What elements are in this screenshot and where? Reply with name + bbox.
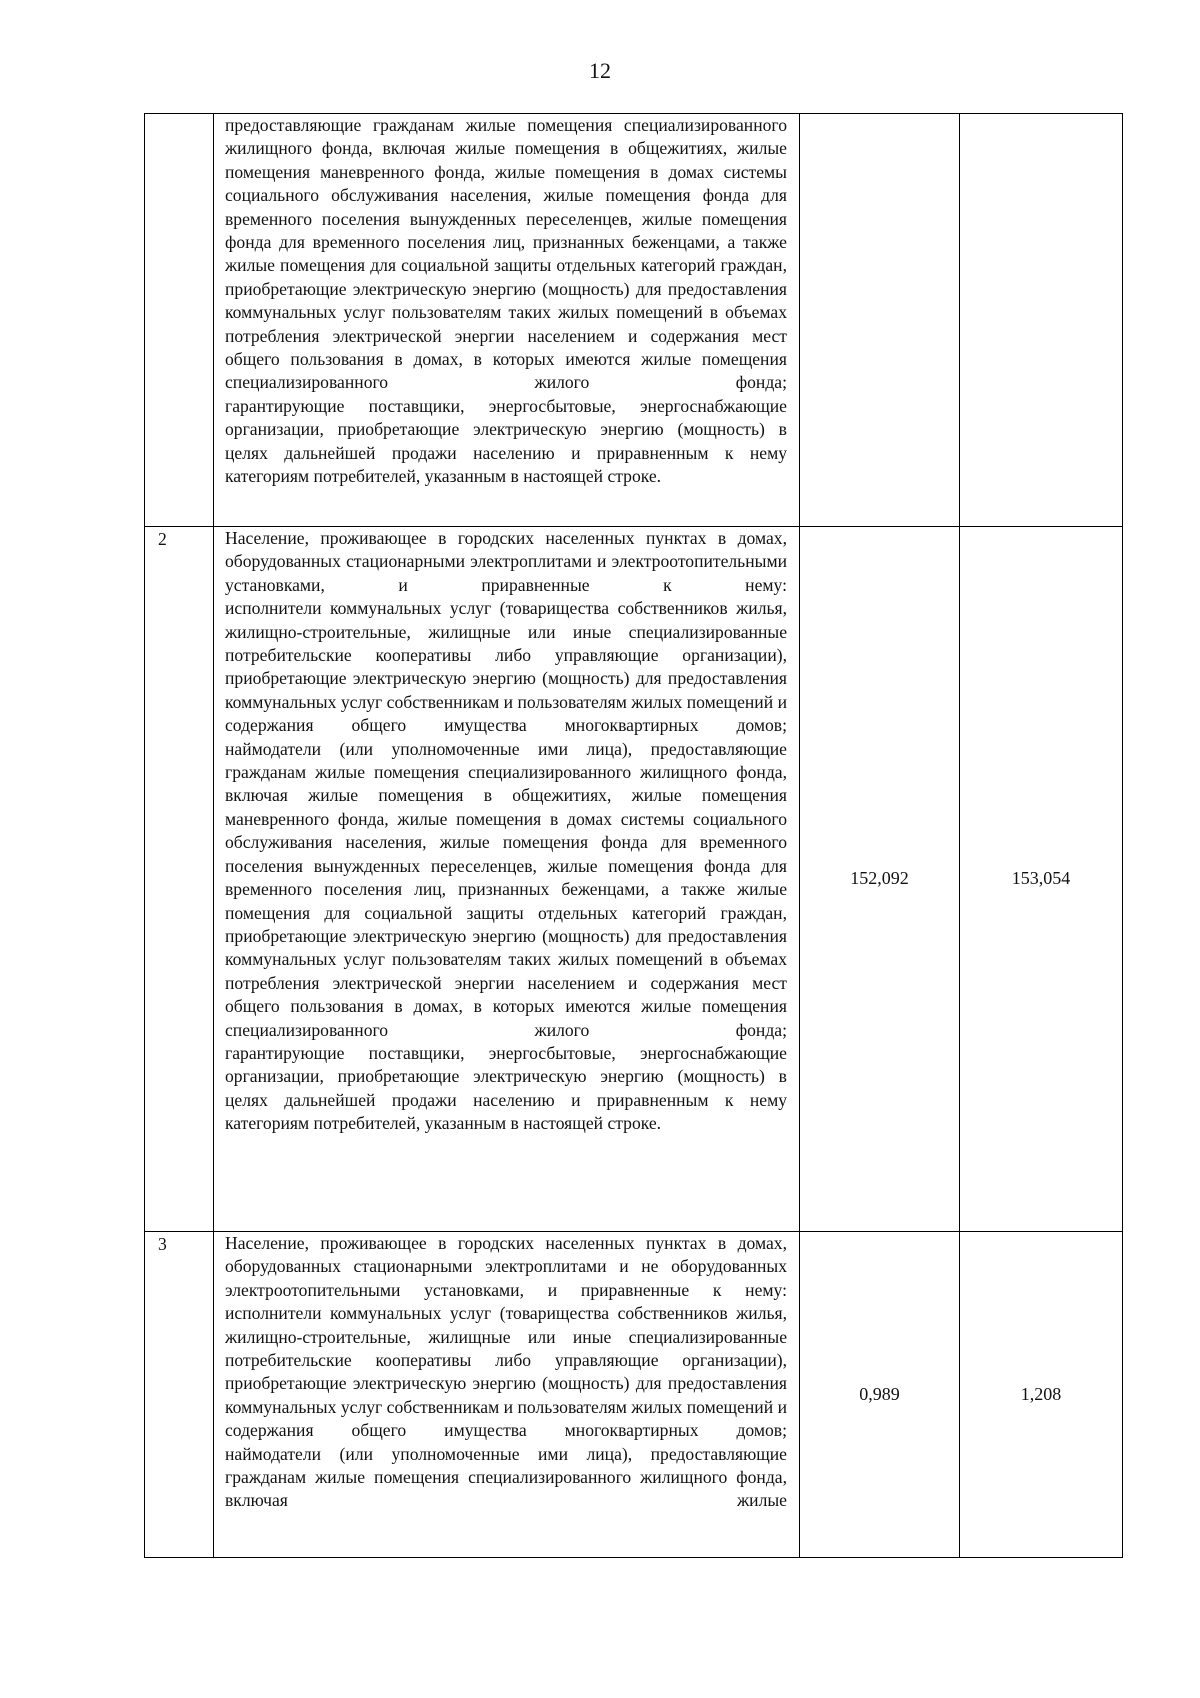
- paragraph: исполнители коммунальных услуг (товарищества собственников жилья, жилищно-строительные, жилищные или иные специализированные потребительские кооперативы либо управляющие организации), приобретающие электрическую энергию (мощность) для предоставления коммунальных услуг собственникам и пользователям жилых помещений и содержания общего имущества многоквартирных домов;: [225, 1303, 787, 1441]
- paragraph: наймодатели (или уполномоченные ими лица), предоставляющие гражданам жилые помещения специализированного жилищного фонда, включая жилые: [225, 1443, 787, 1511]
- row-description: [214, 1232, 800, 1558]
- value-cell-1: 0,989: [800, 1232, 960, 1558]
- table-row: [145, 527, 1123, 1232]
- paragraph: предоставляющие гражданам жилые помещения специализированного жилищного фонда, включая жилые помещения в общежитиях, жилые помещения маневренного фонда, жилые помещения в домах системы социального обслуживания населения, жилые помещения фонда для временного поселения вынужденных переселенцев, жилые помещения фонда для временного поселения лиц, признанных беженцами, а также жилые помещения для социальной защиты отдельных категорий граждан, приобретающие электрическую энергию (мощность) для предоставления коммунальных услуг пользователям таких жилых помещений в объемах потребления электрической энергии населением и содержания мест общего пользования в домах, в которых имеются жилые помещения специализированного жилого фонда;: [225, 115, 787, 393]
- paragraph: гарантирующие поставщики, энергосбытовые, энергоснабжающие организации, приобретающие электрическую энергию (мощность) в целях дальнейшей продажи населению и приравненным к нему категориям потребителей, указанным в настоящей строке.: [225, 395, 787, 487]
- paragraph: Население, проживающее в городских населенных пунктах в домах, оборудованных стационарными электроплитами и электроотопительными установками, и приравненные к нему:: [225, 528, 787, 595]
- value-cell-1: 152,092: [800, 527, 960, 1232]
- paragraph: Население, проживающее в городских населенных пунктах в домах, оборудованных стационарными электроплитами и не оборудованных электроотопительными установками, и приравненные к нему:: [225, 1233, 787, 1300]
- row-number: 2: [145, 527, 214, 1232]
- table-row: [145, 114, 1123, 527]
- tariff-table: [144, 113, 1123, 1558]
- paragraph: гарантирующие поставщики, энергосбытовые, энергоснабжающие организации, приобретающие электрическую энергию (мощность) в целях дальнейшей продажи населению и приравненным к нему категориям потребителей, указанным в настоящей строке.: [225, 1042, 787, 1134]
- value-cell-2: 153,054: [960, 527, 1123, 1232]
- row-number: [145, 114, 214, 527]
- row-number: 3: [145, 1232, 214, 1558]
- value-cell-2: [960, 114, 1123, 527]
- row-description: [214, 527, 800, 1232]
- value-cell-1: [800, 114, 960, 527]
- page-number: 12: [589, 58, 611, 83]
- paragraph: исполнители коммунальных услуг (товарищества собственников жилья, жилищно-строительные, жилищные или иные специализированные потребительские кооперативы либо управляющие организации), приобретающие электрическую энергию (мощность) для предоставления коммунальных услуг собственникам и пользователям жилых помещений и содержания общего имущества многоквартирных домов;: [225, 598, 787, 736]
- table-row: [145, 1232, 1123, 1558]
- value-cell-2: 1,208: [960, 1232, 1123, 1558]
- paragraph: наймодатели (или уполномоченные ими лица), предоставляющие гражданам жилые помещения специализированного жилищного фонда, включая жилые помещения в общежитиях, жилые помещения маневренного фонда, жилые помещения в домах системы социального обслуживания населения, жилые помещения фонда для временного поселения вынужденных переселенцев, жилые помещения фонда для временного поселения лиц, признанных беженцами, а также жилые помещения для социальной защиты отдельных категорий граждан, приобретающие электрическую энергию (мощность) для предоставления коммунальных услуг пользователям таких жилых помещений в объемах потребления электрической энергии населением и содержания мест общего пользования в домах, в которых имеются жилые помещения специализированного жилого фонда;: [225, 738, 787, 1040]
- row-description: [214, 114, 800, 527]
